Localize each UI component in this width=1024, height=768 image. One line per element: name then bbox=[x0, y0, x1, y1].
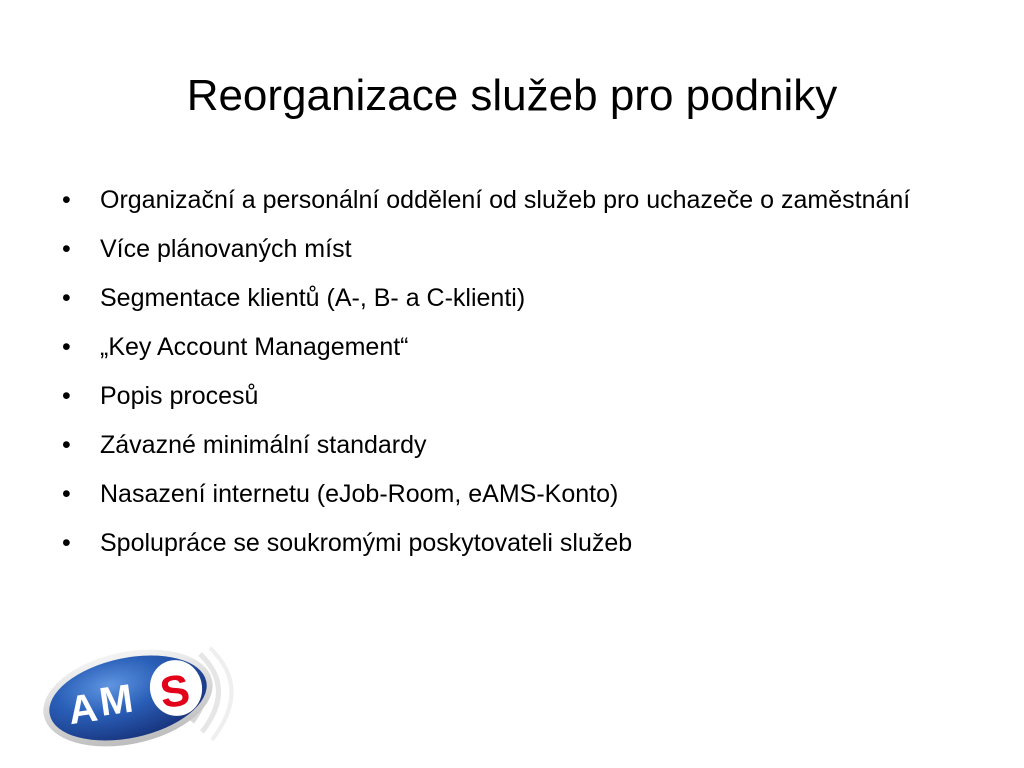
ams-logo-graphic bbox=[40, 640, 240, 750]
bullet-text: Segmentace klientů (A-, B- a C-klienti) bbox=[100, 284, 526, 312]
list-item bbox=[60, 329, 940, 365]
bullet-icon: • bbox=[62, 382, 71, 410]
list-item bbox=[60, 476, 940, 512]
bullet-text: Organizační a personální oddělení od služeb pro uchazeče o zaměstnání bbox=[100, 186, 911, 214]
bullet-text: Popis procesů bbox=[100, 382, 259, 410]
bullet-text: „Key Account Management“ bbox=[100, 333, 409, 361]
list-item bbox=[60, 231, 940, 267]
bullet-icon: • bbox=[62, 235, 71, 263]
list-item bbox=[60, 378, 940, 414]
bullet-icon: • bbox=[62, 186, 71, 214]
list-item bbox=[60, 280, 940, 316]
list-item bbox=[60, 182, 940, 218]
list-item bbox=[60, 525, 940, 561]
bullet-icon: • bbox=[62, 480, 71, 508]
logo-letter-m: M bbox=[96, 676, 136, 725]
list-item bbox=[60, 427, 940, 463]
bullet-icon: • bbox=[62, 284, 71, 312]
bullet-icon: • bbox=[62, 333, 71, 361]
logo-letter-a: A bbox=[65, 685, 101, 734]
slide-title: Reorganizace služeb pro podniky bbox=[186, 71, 838, 120]
bullet-icon: • bbox=[62, 431, 71, 459]
ams-logo-icon bbox=[40, 640, 240, 750]
bullet-list bbox=[60, 182, 940, 574]
bullet-text: Více plánovaných míst bbox=[100, 235, 352, 263]
logo-letter-s: S bbox=[156, 665, 193, 718]
bullet-text: Spolupráce se soukromými poskytovateli služeb bbox=[100, 529, 633, 557]
bullet-text: Nasazení internetu (eJob-Room, eAMS-Konto) bbox=[100, 480, 619, 508]
bullet-icon: • bbox=[62, 529, 71, 557]
bullet-text: Závazné minimální standardy bbox=[100, 431, 427, 459]
